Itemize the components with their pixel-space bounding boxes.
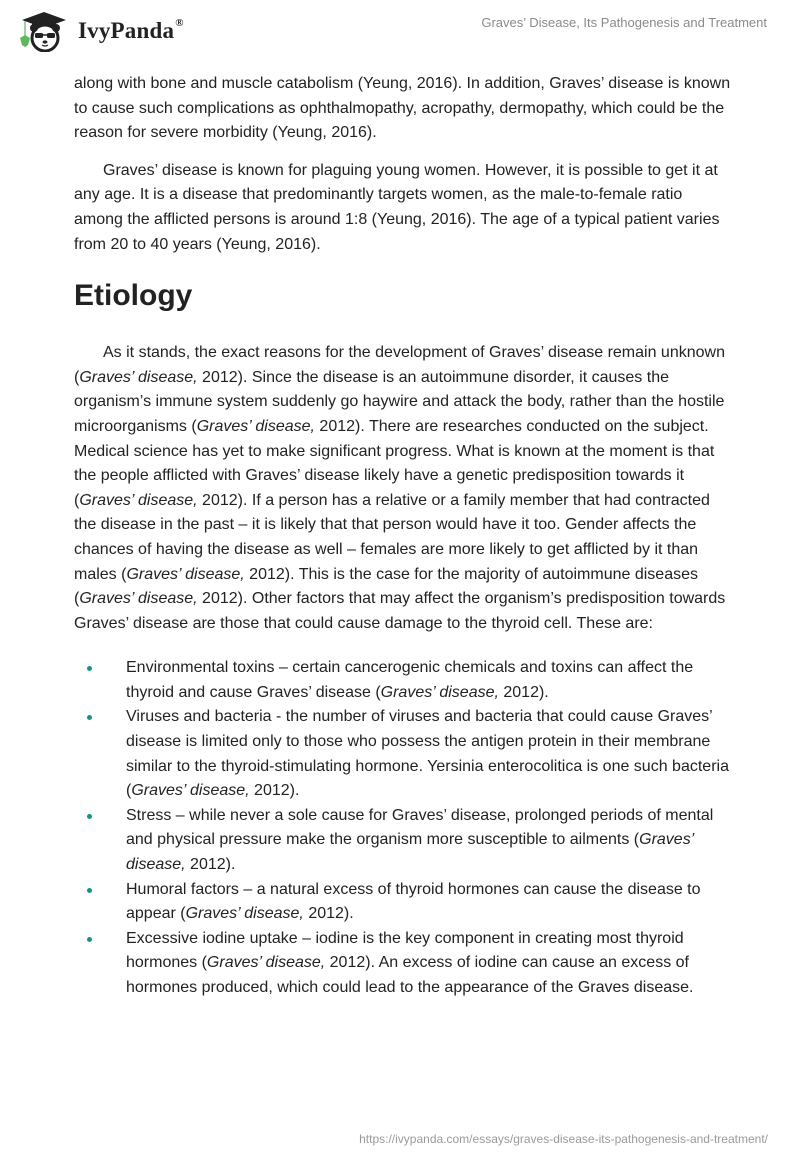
- text-run: 2012).: [498, 683, 549, 701]
- text-run: 2012).: [303, 905, 354, 923]
- bullet-icon: [87, 666, 92, 671]
- list-item: [74, 878, 734, 927]
- paragraph-complications: along with bone and muscle catabolism (Yeung, 2016). In addition, Graves’ disease is known to cause such complications as ophthalmopathy, acropathy, dermopathy, which could be the reason for severe morbidity (Yeung, 2016).: [74, 75, 731, 142]
- text-run: Excessive iodine uptake – iodine is the key component in creating most thyroid hormones (: [126, 929, 684, 972]
- logo-text: IvyPanda: [78, 17, 175, 43]
- list-item: [74, 927, 734, 1001]
- bullet-icon: [87, 937, 92, 942]
- bullet-icon: [87, 888, 92, 893]
- text-run: Stress – while never a sole cause for Graves’ disease, prolonged periods of mental and physical pressure make the organism more susceptible to ailments (: [126, 806, 714, 849]
- ivypanda-logo[interactable]: [16, 8, 184, 52]
- text-run: As it stands, the exact reasons for the development of Graves’ disease remain unknown (: [74, 344, 725, 386]
- text-run: 2012). If a person has a relative or a family member that had contracted the disease in the past – it is likely that that person would have it too. Gender affects the chances of having the disease as well – females are more likely to get afflicted by it than males (: [74, 491, 710, 583]
- text-run: 2012). Other factors that may affect the organism’s predisposition towards Graves’ disease are those that could cause damage to the thyroid cell. These are:: [74, 590, 726, 632]
- section-heading-etiology: Etiology: [74, 279, 193, 313]
- registered-mark: ®: [175, 16, 184, 29]
- text-run: 2012). There are researches conducted on the subject. Medical science has yet to make significant progress. What is known at the moment is that the people afflicted with Graves’ disease likely have a genetic predisposition towards it (: [74, 417, 715, 509]
- list-item: [74, 656, 734, 705]
- essay-body: [74, 72, 734, 1001]
- citation-italic: Graves’ disease,: [196, 417, 315, 435]
- citation-italic: Graves’ disease,: [126, 831, 694, 874]
- citation-italic: Graves’ disease,: [79, 368, 198, 386]
- text-run: 2012).: [185, 856, 236, 874]
- text-run: Viruses and bacteria - the number of viruses and bacteria that could cause Graves’ disease is limited only to those who possess the antigen protein in their membrane similar to the thyroid-stimulating hormone. Yersinia enterocolitica is one such bacteria (: [126, 708, 729, 800]
- text-run: Environmental toxins – certain cancerogenic chemicals and toxins can affect the thyroid and cause Graves’ disease (: [126, 659, 694, 701]
- citation-italic: Graves’ disease,: [79, 590, 198, 608]
- text-run: 2012). An excess of iodine can cause an excess of hormones produced, which could lead to the appearance of the Graves disease.: [126, 954, 694, 996]
- panda-graduate-icon: [16, 8, 72, 52]
- bullet-icon: [87, 814, 92, 819]
- citation-italic: Graves’ disease,: [206, 954, 326, 972]
- document-title: Graves’ Disease, Its Pathogenesis and Treatment: [481, 15, 767, 30]
- citation-italic: Graves’ disease,: [126, 565, 245, 583]
- list-item: [74, 804, 734, 878]
- text-run: 2012).: [249, 782, 300, 800]
- bullet-icon: [87, 715, 92, 720]
- paragraph-demographics: Graves’ disease is known for plaguing young women. However, it is possible to get it at any age. It is a disease that predominantly targets women, as the male-to-female ratio among the afflicted persons is around 1:8 (Yeung, 2016). The age of a typical patient varies from 20 to 40 years (Yeung, 2016).: [74, 161, 720, 253]
- risk-factors-list: [74, 656, 734, 1000]
- text-run: 2012). Since the disease is an autoimmune disorder, it causes the organism’s immune system suddenly go haywire and attack the body, rather than the hostile microorganisms (: [74, 368, 725, 435]
- citation-italic: Graves’ disease,: [185, 905, 304, 923]
- source-url-link[interactable]: https://ivypanda.com/essays/graves-disease-its-pathogenesis-and-treatment/: [359, 1132, 768, 1146]
- page-header: [0, 0, 800, 60]
- citation-italic: Graves’ disease,: [380, 683, 499, 701]
- paragraph-etiology: [74, 341, 734, 636]
- citation-italic: Graves’ disease,: [131, 782, 250, 800]
- citation-italic: Graves’ disease,: [79, 491, 198, 509]
- logo-wordmark: [78, 17, 184, 44]
- text-run: Humoral factors – a natural excess of thyroid hormones can cause the disease to appear (: [126, 880, 701, 923]
- list-item: [74, 705, 734, 803]
- text-run: 2012). This is the case for the majority of autoimmune diseases (: [74, 565, 698, 608]
